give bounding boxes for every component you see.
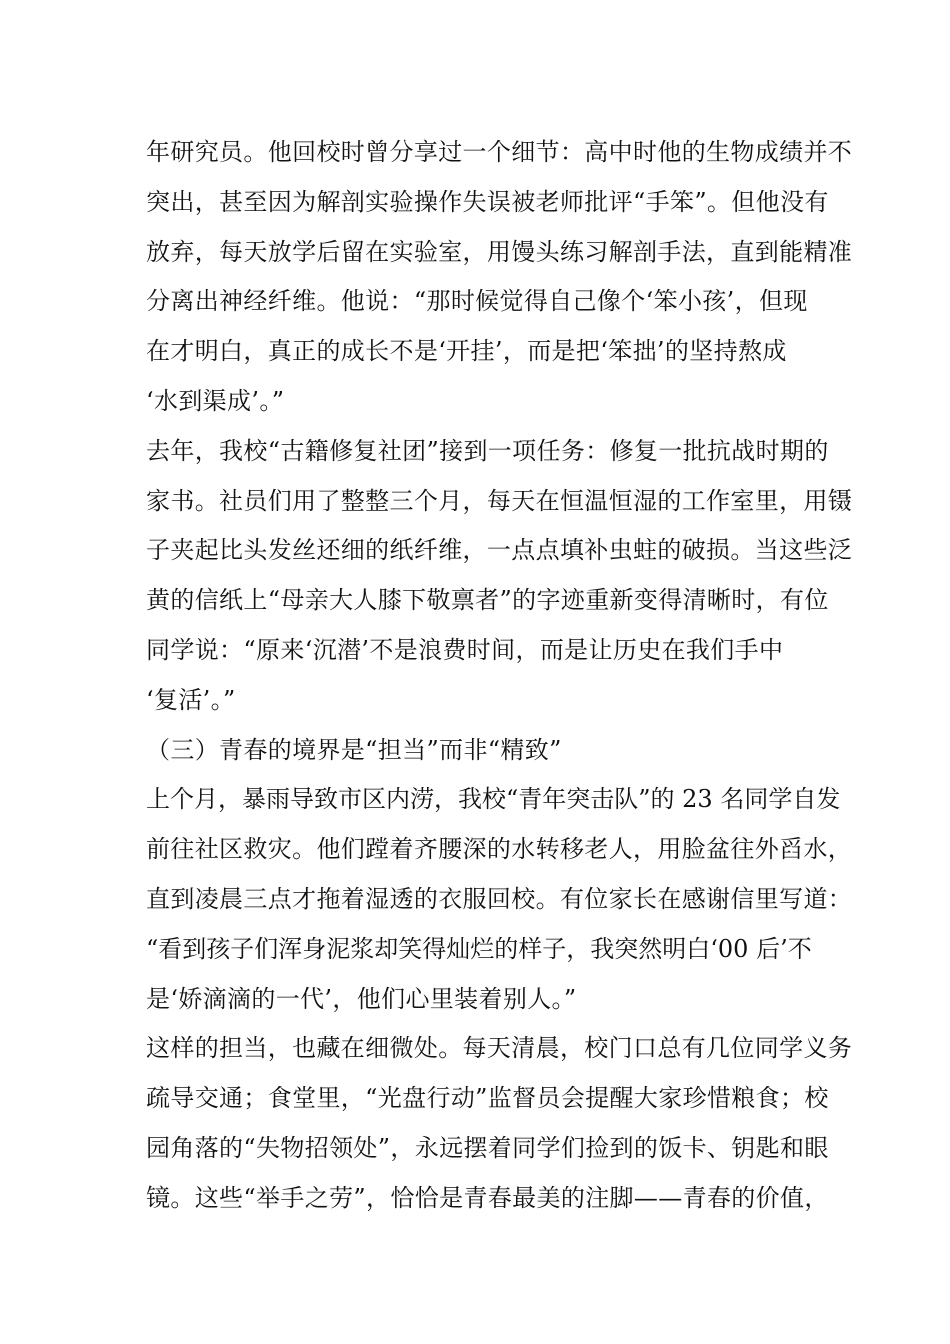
text-line: 疏导交通；食堂里，“光盘行动”监督员会提醒大家珍惜粮食；校 <box>146 1084 829 1113</box>
text-line: 上个月，暴雨导致市区内涝，我校“青年突击队”的 23 名同学自发 <box>146 785 841 814</box>
text-line: “看到孩子们浑身泥浆却笑得灿烂的样子，我突然明白‘00 后’不 <box>146 934 812 963</box>
text-line: 是‘娇滴滴的一代’，他们心里装着别人。” <box>146 984 577 1013</box>
text-line: 黄的信纸上“母亲大人膝下敬禀者”的字迹重新变得清晰时，有位 <box>146 586 829 615</box>
text-line: 前往社区救灾。他们蹚着齐腰深的水转移老人，用脸盆往外舀水， <box>146 835 853 864</box>
document-body <box>146 128 853 1224</box>
text-line: 子夹起比头发丝还细的纸纤维，一点点填补虫蛀的破损。当这些泛 <box>146 536 853 565</box>
text-line: 园角落的“失物招领处”，永远摆着同学们捡到的饭卡、钥匙和眼 <box>146 1133 829 1162</box>
text-line: 在才明白，真正的成长不是‘开挂’，而是把‘笨拙’的坚持熬成 <box>146 337 787 366</box>
text-line: 这样的担当，也藏在细微处。每天清晨，校门口总有几位同学义务 <box>146 1034 853 1063</box>
text-line: 同学说：“原来‘沉潜’不是浪费时间，而是让历史在我们手中 <box>146 635 784 664</box>
text-line: ‘复活’。” <box>146 685 236 714</box>
text-line: 突出，甚至因为解剖实验操作失误被老师批评“手笨”。但他没有 <box>146 187 829 216</box>
section-heading: （三）青春的境界是“担当”而非“精致” <box>146 735 562 764</box>
text-line: 放弃，每天放学后留在实验室，用馒头练习解剖手法，直到能精准 <box>146 237 853 266</box>
text-line: ‘水到渠成’。” <box>146 386 285 415</box>
text-line: 镜。这些“举手之劳”，恰恰是青春最美的注脚——青春的价值， <box>146 1183 829 1212</box>
text-line: 分离出神经纤维。他说：“那时候觉得自己像个‘笨小孩’，但现 <box>146 287 808 316</box>
text-line: 直到凌晨三点才拖着湿透的衣服回校。有位家长在感谢信里写道： <box>146 884 853 913</box>
text-line: 去年，我校“古籍修复社团”接到一项任务：修复一批抗战时期的 <box>146 436 829 465</box>
text-line: 家书。社员们用了整整三个月，每天在恒温恒湿的工作室里，用镊 <box>146 486 853 515</box>
text-line: 年研究员。他回校时曾分享过一个细节：高中时他的生物成绩并不 <box>146 138 853 166</box>
